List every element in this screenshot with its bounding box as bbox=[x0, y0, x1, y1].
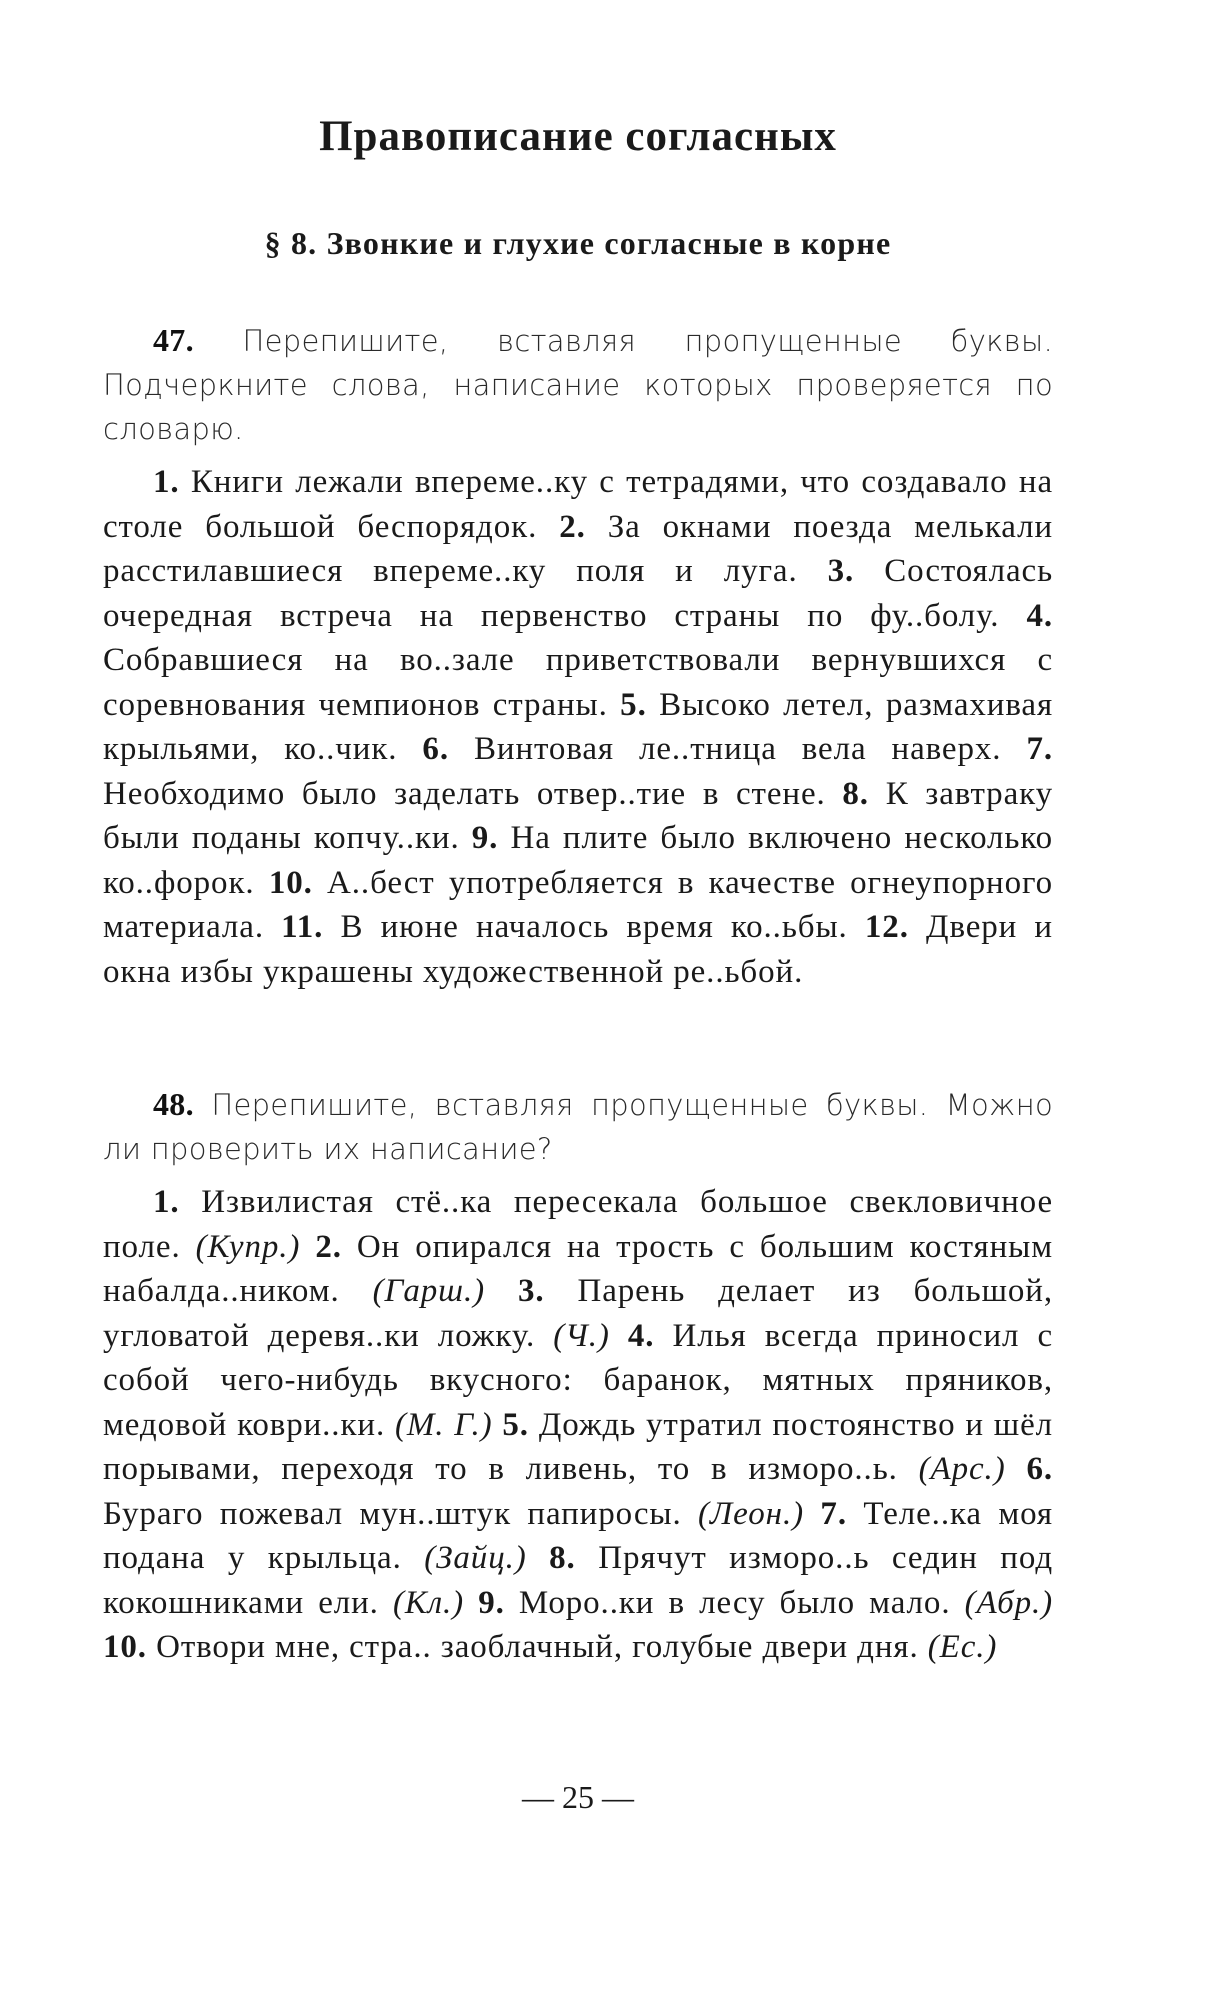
sentence-number: 7. bbox=[1026, 731, 1053, 767]
sentence-number: 5. bbox=[502, 1406, 529, 1443]
sentence-text: К завтраку были поданы копчу..ки. bbox=[103, 775, 1053, 856]
sentence-number: 7. bbox=[820, 1495, 847, 1532]
textbook-page bbox=[103, 0, 1053, 2000]
sentence-number: 2. bbox=[559, 508, 586, 545]
sentence-number: 3. bbox=[517, 1273, 545, 1309]
sentence-text: Моро..ки в лесу было мало. bbox=[518, 1584, 951, 1621]
sentence-text: Состоялась очередная встреча на первенство страны по фу..болу. bbox=[103, 553, 1054, 634]
sentence-text: Необходимо было заделать отвер..тие в стене. bbox=[103, 775, 826, 812]
sentence-text: На плите было включено несколько ко..форок. bbox=[103, 820, 1054, 901]
sentence-number: 11. bbox=[281, 909, 324, 945]
sentence-number: 12. bbox=[864, 909, 909, 945]
sentence-number: 5. bbox=[620, 686, 647, 723]
sentence-number: 1. bbox=[153, 464, 180, 500]
sentence-text: Бураго пожевал мун..штук папиросы. bbox=[103, 1495, 682, 1532]
source-reference: (Гарш.) bbox=[372, 1273, 485, 1309]
sentence-text: Теле..ка моя подана у крыльца. bbox=[103, 1495, 1053, 1576]
source-reference: (Леон.) bbox=[698, 1495, 804, 1532]
sentence-text: Илья всегда приносил с собой чего-нибудь вкусного: баранок, мятных пряников, медовой коври..ки. bbox=[103, 1317, 1053, 1443]
sentence-number: 6. bbox=[422, 731, 449, 767]
sentence-text: Собравшиеся на во..зале приветствовали вернувшихся с соревнования чемпионов страны. bbox=[103, 642, 1053, 723]
sentence-text: А..бест употребляется в качестве огнеупорного материала. bbox=[103, 864, 1054, 945]
sentence-number: 6. bbox=[1026, 1451, 1054, 1487]
sentence-number: 4. bbox=[627, 1317, 655, 1354]
sentence-number: 1. bbox=[153, 1184, 180, 1220]
sentence-text: Прячут изморо..ь седин под кокошниками ели. bbox=[103, 1540, 1054, 1621]
sentence-text: В июне началось время ко..ьбы. bbox=[340, 909, 848, 945]
sentence-number: 8. bbox=[842, 775, 869, 812]
source-reference: (Арс.) bbox=[918, 1451, 1006, 1487]
sentence-number: 4. bbox=[1026, 597, 1054, 634]
instruction-text: Перепишите, вставляя пропущенные буквы. Можно ли проверить их написание? bbox=[103, 1088, 1053, 1166]
sentence-text: Винтовая ле..тница вела наверх. bbox=[474, 731, 1002, 767]
sentence-number: 10. bbox=[268, 864, 313, 901]
sentence-text: Дождь утратил постоянство и шёл порывами, переходя то в ливень, то в изморо..ь. bbox=[103, 1406, 1054, 1487]
source-reference: (Ес.) bbox=[927, 1629, 998, 1665]
source-reference: (Ч.) bbox=[553, 1317, 610, 1354]
sentence-number: 10. bbox=[103, 1629, 147, 1665]
sentence-number: 2. bbox=[315, 1228, 342, 1265]
exercise-number: 47. bbox=[153, 322, 194, 358]
exercise-48-sentences bbox=[103, 1180, 1053, 1670]
instruction-text: Перепишите, вставляя пропущенные буквы. Подчеркните слова, написание которых проверяется по словарю. bbox=[103, 324, 1053, 446]
exercise-48-instruction bbox=[103, 1082, 1053, 1171]
sentence-number: 9. bbox=[471, 820, 499, 856]
source-reference: (Зайц.) bbox=[424, 1540, 527, 1576]
sentence-number: 9. bbox=[478, 1584, 505, 1621]
exercise-47-instruction bbox=[103, 318, 1053, 451]
sentence-text: Отвори мне, стра.. заоблачный, голубые двери дня. bbox=[156, 1629, 919, 1665]
sentence-text: Он опирался на трость с большим костяным набалда..ником. bbox=[103, 1228, 1053, 1309]
sentence-text: Извилистая стё..ка пересекала большое свекловичное поле. bbox=[103, 1184, 1053, 1265]
sentence-text: Высоко летел, размахивая крыльями, ко..чик. bbox=[103, 686, 1054, 767]
sentence-text: Двери и окна избы украшены художественной ре..ьбой. bbox=[103, 909, 1053, 990]
source-reference: (Абр.) bbox=[964, 1584, 1054, 1621]
chapter-title: Правописание согласных bbox=[319, 113, 837, 160]
sentence-text: Парень делает из большой, угловатой деревя..ки ложку. bbox=[103, 1273, 1054, 1354]
sentence-number: 8. bbox=[549, 1540, 576, 1576]
sentence-text: Книги лежали впереме..ку с тетрадями, что создавало на столе большой беспорядок. bbox=[103, 464, 1053, 545]
source-reference: (М. Г.) bbox=[394, 1406, 493, 1443]
source-reference: (Кл.) bbox=[393, 1584, 465, 1621]
section-title: § 8. Звонкие и глухие согласные в корне bbox=[264, 225, 892, 261]
exercise-47-sentences bbox=[103, 460, 1053, 994]
sentence-number: 3. bbox=[827, 553, 855, 589]
exercise-number: 48. bbox=[153, 1086, 194, 1122]
source-reference: (Купр.) bbox=[195, 1228, 301, 1265]
page-number: — 25 — bbox=[522, 1779, 634, 1815]
sentence-text: За окнами поезда мелькали расстилавшиеся впереме..ку поля и луга. bbox=[103, 508, 1054, 589]
